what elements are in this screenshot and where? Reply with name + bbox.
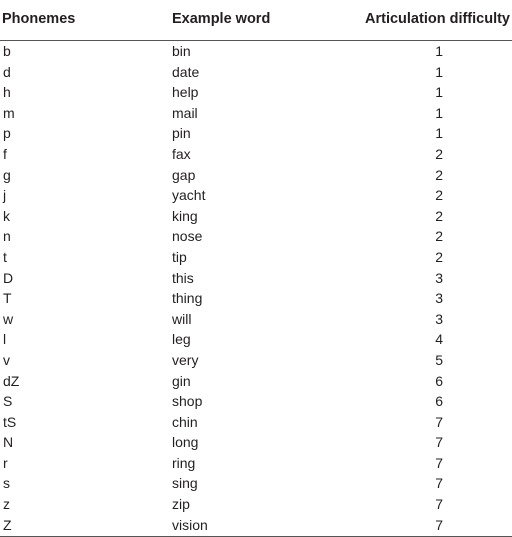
cell-difficulty: 1 [435,104,443,121]
cell-example-word: nose [172,228,203,245]
cell-phoneme: w [3,310,14,327]
cell-example-word: king [172,207,198,224]
cell-difficulty: 2 [435,145,443,162]
cell-example-word: help [172,84,199,101]
cell-example-word: sing [172,475,198,492]
cell-phoneme: l [3,331,7,348]
table-row [0,309,512,330]
cell-phoneme: T [3,290,12,307]
table-row [0,288,512,309]
cell-phoneme: r [3,454,8,471]
cell-example-word: this [172,269,194,286]
cell-phoneme: S [3,393,13,410]
cell-phoneme: Z [3,516,12,533]
table-row [0,144,512,165]
cell-phoneme: s [3,475,10,492]
cell-example-word: vision [172,516,208,533]
cell-difficulty: 3 [435,310,443,327]
cell-phoneme: tS [3,413,17,430]
cell-example-word: ring [172,454,196,471]
cell-difficulty: 7 [435,475,443,492]
table-row [0,41,512,62]
cell-difficulty: 1 [435,63,443,80]
cell-example-word: bin [172,43,191,59]
cell-example-word: long [172,434,199,451]
cell-phoneme: b [3,43,11,59]
cell-example-word: mail [172,104,198,121]
cell-phoneme: m [3,104,15,121]
cell-phoneme: N [3,434,14,451]
header-articulation-difficulty: Articulation difficulty [365,11,510,27]
cell-difficulty: 3 [435,269,443,286]
cell-difficulty: 1 [435,43,443,59]
table-row [0,226,512,247]
table-row [0,515,512,536]
cell-difficulty: 2 [435,187,443,204]
cell-phoneme: k [3,207,10,224]
cell-difficulty: 2 [435,248,443,265]
table-row [0,206,512,227]
cell-difficulty: 7 [435,413,443,430]
cell-difficulty: 4 [435,331,443,348]
header-phonemes: Phonemes [2,11,76,27]
cell-example-word: pin [172,125,191,142]
table-row [0,268,512,289]
table-row [0,412,512,433]
cell-phoneme: t [3,248,7,265]
table-row [0,247,512,268]
table-row [0,62,512,83]
table-row [0,185,512,206]
table-row [0,103,512,124]
cell-example-word: date [172,63,200,80]
cell-difficulty: 3 [435,290,443,307]
cell-difficulty: 5 [435,351,443,368]
table-row [0,473,512,494]
table-body [0,41,512,535]
cell-example-word: zip [172,496,190,513]
cell-example-word: will [172,310,192,327]
table-row [0,371,512,392]
cell-example-word: tip [172,248,187,265]
table-row [0,165,512,186]
cell-phoneme: d [3,63,11,80]
cell-difficulty: 7 [435,454,443,471]
cell-example-word: fax [172,145,191,162]
table-row [0,453,512,474]
cell-example-word: shop [172,393,203,410]
cell-example-word: yacht [172,187,206,204]
table-row [0,350,512,371]
table-row [0,82,512,103]
cell-example-word: gap [172,166,196,183]
cell-difficulty: 1 [435,125,443,142]
cell-difficulty: 2 [435,166,443,183]
cell-phoneme: n [3,228,11,245]
cell-difficulty: 7 [435,496,443,513]
table-row [0,494,512,515]
header-example-word: Example word [172,11,271,27]
cell-phoneme: D [3,269,14,286]
cell-phoneme: j [3,187,7,204]
cell-phoneme: h [3,84,11,101]
cell-phoneme: dZ [3,372,20,389]
cell-example-word: very [172,351,199,368]
cell-example-word: leg [172,331,191,348]
table-row [0,432,512,453]
cell-example-word: gin [172,372,191,389]
table-row [0,391,512,412]
cell-difficulty: 7 [435,516,443,533]
table-row [0,123,512,144]
cell-difficulty: 6 [435,372,443,389]
cell-difficulty: 1 [435,84,443,101]
cell-example-word: chin [172,413,198,430]
cell-phoneme: g [3,166,11,183]
table-header [0,0,512,41]
cell-difficulty: 7 [435,434,443,451]
table-row [0,329,512,350]
cell-example-word: thing [172,290,203,307]
cell-phoneme: v [3,351,10,368]
cell-phoneme: f [3,145,7,162]
cell-difficulty: 6 [435,393,443,410]
cell-difficulty: 2 [435,207,443,224]
cell-phoneme: z [3,496,10,513]
cell-phoneme: p [3,125,11,142]
cell-difficulty: 2 [435,228,443,245]
